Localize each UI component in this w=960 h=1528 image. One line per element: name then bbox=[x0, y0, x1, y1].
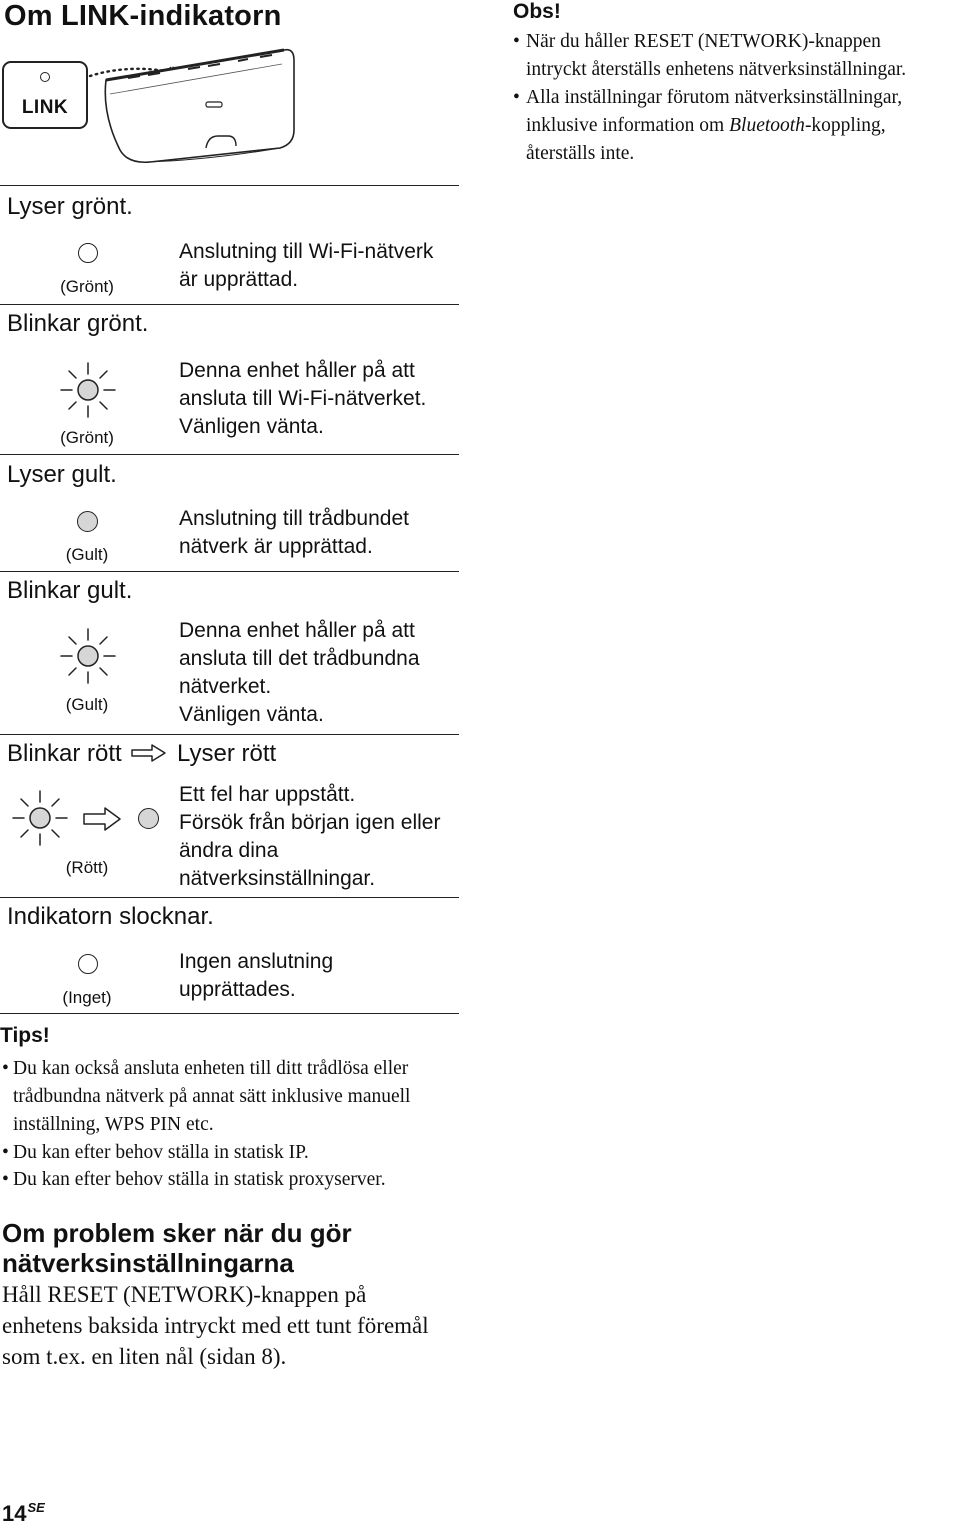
led-off-icon bbox=[78, 954, 98, 974]
state-title-off: Indikatorn slocknar. bbox=[7, 903, 214, 930]
red-led-steady-icon bbox=[138, 808, 159, 829]
state-description: Ingen anslutning upprättades. bbox=[179, 950, 334, 1001]
speaker-dock-illustration bbox=[88, 44, 300, 168]
red-led-blinking-icon bbox=[10, 788, 70, 848]
link-led-icon bbox=[40, 72, 50, 82]
divider bbox=[0, 185, 459, 186]
problem-heading: Om problem sker när du gör nätverksinställningarna bbox=[2, 1218, 352, 1278]
state-description: Denna enhet håller på att ansluta till det trådbundna nätverket. Vänligen vänta. bbox=[179, 619, 420, 726]
yellow-led-steady-icon bbox=[77, 511, 98, 532]
indicator-color-label: (Gult) bbox=[65, 695, 109, 714]
divider bbox=[0, 454, 459, 455]
arrow-right-icon bbox=[82, 806, 122, 832]
indicator-color-label: (Rött) bbox=[65, 858, 109, 877]
problem-body: Håll RESET (NETWORK)-knappen på enhetens baksida intryckt med ett tunt föremål som t.ex. en liten nål (sidan 8). bbox=[2, 1282, 429, 1369]
note-item: • När du håller RESET (NETWORK)-knappen intryckt återställs enhetens nätverksinställningar. bbox=[513, 31, 907, 80]
divider bbox=[0, 734, 459, 735]
link-button-label: LINK bbox=[21, 97, 69, 118]
state-title-red: Blinkar rött Lyser rött bbox=[7, 740, 277, 767]
divider bbox=[0, 897, 459, 898]
state-title-green-steady: Lyser grönt. bbox=[7, 193, 133, 220]
page-title: Om LINK-indikatorn bbox=[4, 0, 282, 32]
green-led-blinking-icon bbox=[58, 360, 118, 420]
state-description: Denna enhet håller på att ansluta till Wi-Fi-nätverket. Vänligen vänta. bbox=[179, 359, 427, 438]
indicator-color-label: (Grönt) bbox=[60, 277, 114, 296]
tip-item: • Du kan också ansluta enheten till ditt trådlösa eller trådbundna nätverk på annat sätt inklusive manuell inställning, WPS PIN etc. bbox=[2, 1058, 411, 1135]
indicator-color-label: (Grönt) bbox=[60, 428, 114, 447]
indicator-color-label: (Gult) bbox=[65, 545, 109, 564]
state-title-yellow-blinking: Blinkar gult. bbox=[7, 577, 133, 604]
page-number: $14^{SE}$ bbox=[2, 1500, 45, 1526]
divider bbox=[0, 1013, 459, 1014]
indicator-color-label: (Inget) bbox=[62, 988, 112, 1007]
tip-item: • Du kan efter behov ställa in statisk IP. bbox=[2, 1142, 309, 1163]
divider bbox=[0, 304, 459, 305]
divider bbox=[0, 571, 459, 572]
note-item: • Alla inställningar förutom nätverksinställningar, inklusive information om Bluetooth-koppling, återställs inte. bbox=[513, 87, 903, 164]
state-title-yellow-steady: Lyser gult. bbox=[7, 461, 117, 488]
link-button-figure bbox=[2, 61, 88, 129]
arrow-right-icon bbox=[130, 743, 168, 763]
notes-heading: Obs! bbox=[513, 0, 561, 23]
state-description: Anslutning till trådbundet nätverk är upprättad. bbox=[179, 507, 409, 558]
tip-item: • Du kan efter behov ställa in statisk proxyserver. bbox=[2, 1169, 386, 1190]
state-description: Ett fel har uppstått. Försök från början igen eller ändra dina nätverksinställningar. bbox=[179, 783, 441, 890]
state-description: Anslutning till Wi-Fi-nätverk är upprättad. bbox=[179, 240, 434, 291]
green-led-steady-icon bbox=[78, 243, 98, 263]
tips-heading: Tips! bbox=[0, 1024, 50, 1047]
state-title-green-blinking: Blinkar grönt. bbox=[7, 310, 149, 337]
yellow-led-blinking-icon bbox=[58, 626, 118, 686]
